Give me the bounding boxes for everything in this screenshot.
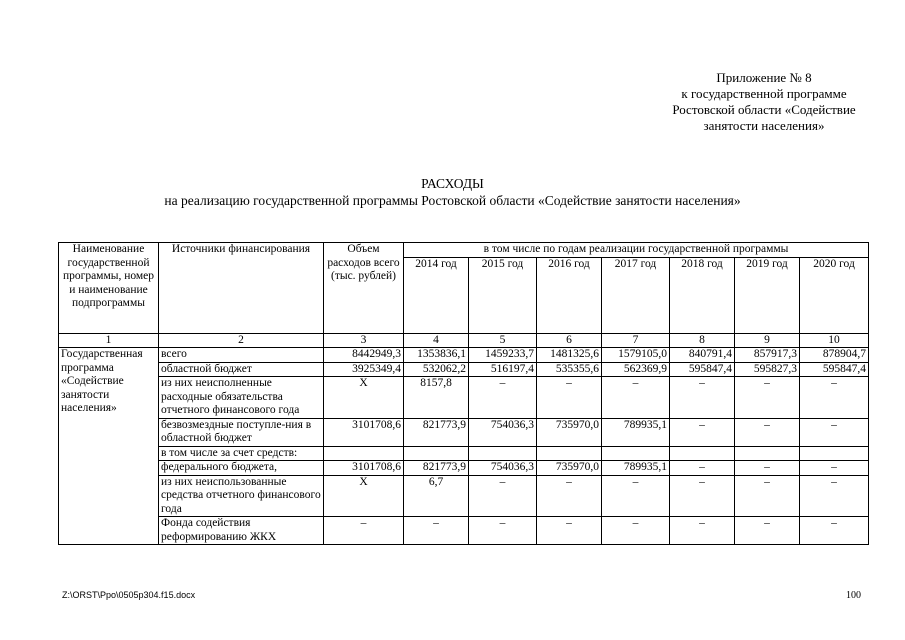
year-value: 754036,3 [469,461,537,476]
year-value [800,446,869,461]
year-value: – [800,461,869,476]
year-value: 1459233,7 [469,348,537,363]
total-cell: 8442949,3 [324,348,404,363]
col-number: 6 [537,333,602,348]
header-year: 2020 год [800,257,869,333]
table-row [59,461,869,476]
col-number: 4 [404,333,469,348]
year-value: 735970,0 [537,418,602,446]
year-value [735,446,800,461]
table-row [59,377,869,419]
year-value [537,446,602,461]
header-year: 2014 год [404,257,469,333]
total-cell [324,446,404,461]
table-row [59,348,869,363]
source-cell: в том числе за счет средств: [159,446,324,461]
table-row [59,475,869,517]
year-value: – [670,517,735,545]
year-value: – [469,377,537,419]
year-value: – [602,475,670,517]
year-value: – [537,377,602,419]
year-value: 532062,2 [404,362,469,377]
source-cell: Фонда содействия реформированию ЖКХ [159,517,324,545]
year-value: 1579105,0 [602,348,670,363]
year-value: 735970,0 [537,461,602,476]
total-cell: 3925349,4 [324,362,404,377]
total-cell: X [324,475,404,517]
document-title [0,175,905,209]
table-row [59,418,869,446]
year-value: – [800,377,869,419]
year-value: – [537,517,602,545]
column-number-row [59,333,869,348]
year-value: 789935,1 [602,461,670,476]
year-value: – [670,461,735,476]
year-value: 1481325,6 [537,348,602,363]
header-year: 2019 год [735,257,800,333]
year-value: – [800,418,869,446]
table-row [59,446,869,461]
table-row [59,362,869,377]
col-number: 8 [670,333,735,348]
year-value: – [800,475,869,517]
year-value: 562369,9 [602,362,670,377]
year-value: – [735,517,800,545]
col-number: 1 [59,333,159,348]
col-number: 9 [735,333,800,348]
header-volume: Объем расходов всего (тыс. рублей) [324,243,404,334]
year-value [602,446,670,461]
year-value: 821773,9 [404,418,469,446]
year-value: 8157,8 [404,377,469,419]
col-number: 7 [602,333,670,348]
year-value: 516197,4 [469,362,537,377]
year-value: 595827,3 [735,362,800,377]
footer-file-path: Z:\ORST\Ppo\0505p304.f15.docx [62,590,196,600]
header-source: Источники финансирования [159,243,324,334]
year-value: 6,7 [404,475,469,517]
year-value: – [800,517,869,545]
total-cell: X [324,377,404,419]
header-row-1 [59,243,869,258]
year-value [404,446,469,461]
source-cell: областной бюджет [159,362,324,377]
total-cell: 3101708,6 [324,461,404,476]
year-value: – [735,461,800,476]
source-cell: всего [159,348,324,363]
year-value: – [735,418,800,446]
appendix-line-4: занятости населения» [703,118,825,133]
expenses-table [58,242,869,545]
year-value: – [602,377,670,419]
year-value: 857917,3 [735,348,800,363]
header-year: 2017 год [602,257,670,333]
year-value: 535355,6 [537,362,602,377]
col-number: 3 [324,333,404,348]
year-value: – [602,517,670,545]
year-value: – [537,475,602,517]
footer-page-number: 100 [846,590,861,601]
total-cell: – [324,517,404,545]
title-subtitle: на реализацию государственной программы Ростовской области «Содействие занятости населения» [164,193,741,208]
year-value: 754036,3 [469,418,537,446]
source-cell: безвозмездные поступле-ния в областной бюджет [159,418,324,446]
title-heading: РАСХОДЫ [421,176,484,191]
col-number: 10 [800,333,869,348]
appendix-line-2: к государственной программе [681,86,847,101]
year-value: 1353836,1 [404,348,469,363]
table-row [59,517,869,545]
header-year: 2018 год [670,257,735,333]
year-value: – [404,517,469,545]
year-value: – [670,418,735,446]
year-value: – [469,475,537,517]
source-cell: из них неисполненные расходные обязательства отчетного финансового года [159,377,324,419]
source-cell: федерального бюджета, [159,461,324,476]
year-value: – [670,475,735,517]
appendix-line-3: Ростовской области «Содействие [672,102,856,117]
year-value: 821773,9 [404,461,469,476]
header-by-years: в том числе по годам реализации государственной программы [404,243,869,258]
program-name-cell: Государственная программа «Содействие занятости населения» [59,348,159,545]
year-value: 595847,4 [670,362,735,377]
col-number: 2 [159,333,324,348]
year-value: – [735,475,800,517]
year-value [469,446,537,461]
total-cell: 3101708,6 [324,418,404,446]
year-value: 789935,1 [602,418,670,446]
year-value: – [670,377,735,419]
col-number: 5 [469,333,537,348]
year-value [670,446,735,461]
header-year: 2016 год [537,257,602,333]
year-value: – [469,517,537,545]
year-value: – [735,377,800,419]
appendix-block [620,70,905,134]
year-value: 840791,4 [670,348,735,363]
year-value: 595847,4 [800,362,869,377]
year-value: 878904,7 [800,348,869,363]
appendix-line-1: Приложение № 8 [716,70,812,85]
header-year: 2015 год [469,257,537,333]
source-cell: из них неиспользованные средства отчетного финансового года [159,475,324,517]
header-name: Наименование государственной программы, номер и наименование подпрограммы [59,243,159,334]
